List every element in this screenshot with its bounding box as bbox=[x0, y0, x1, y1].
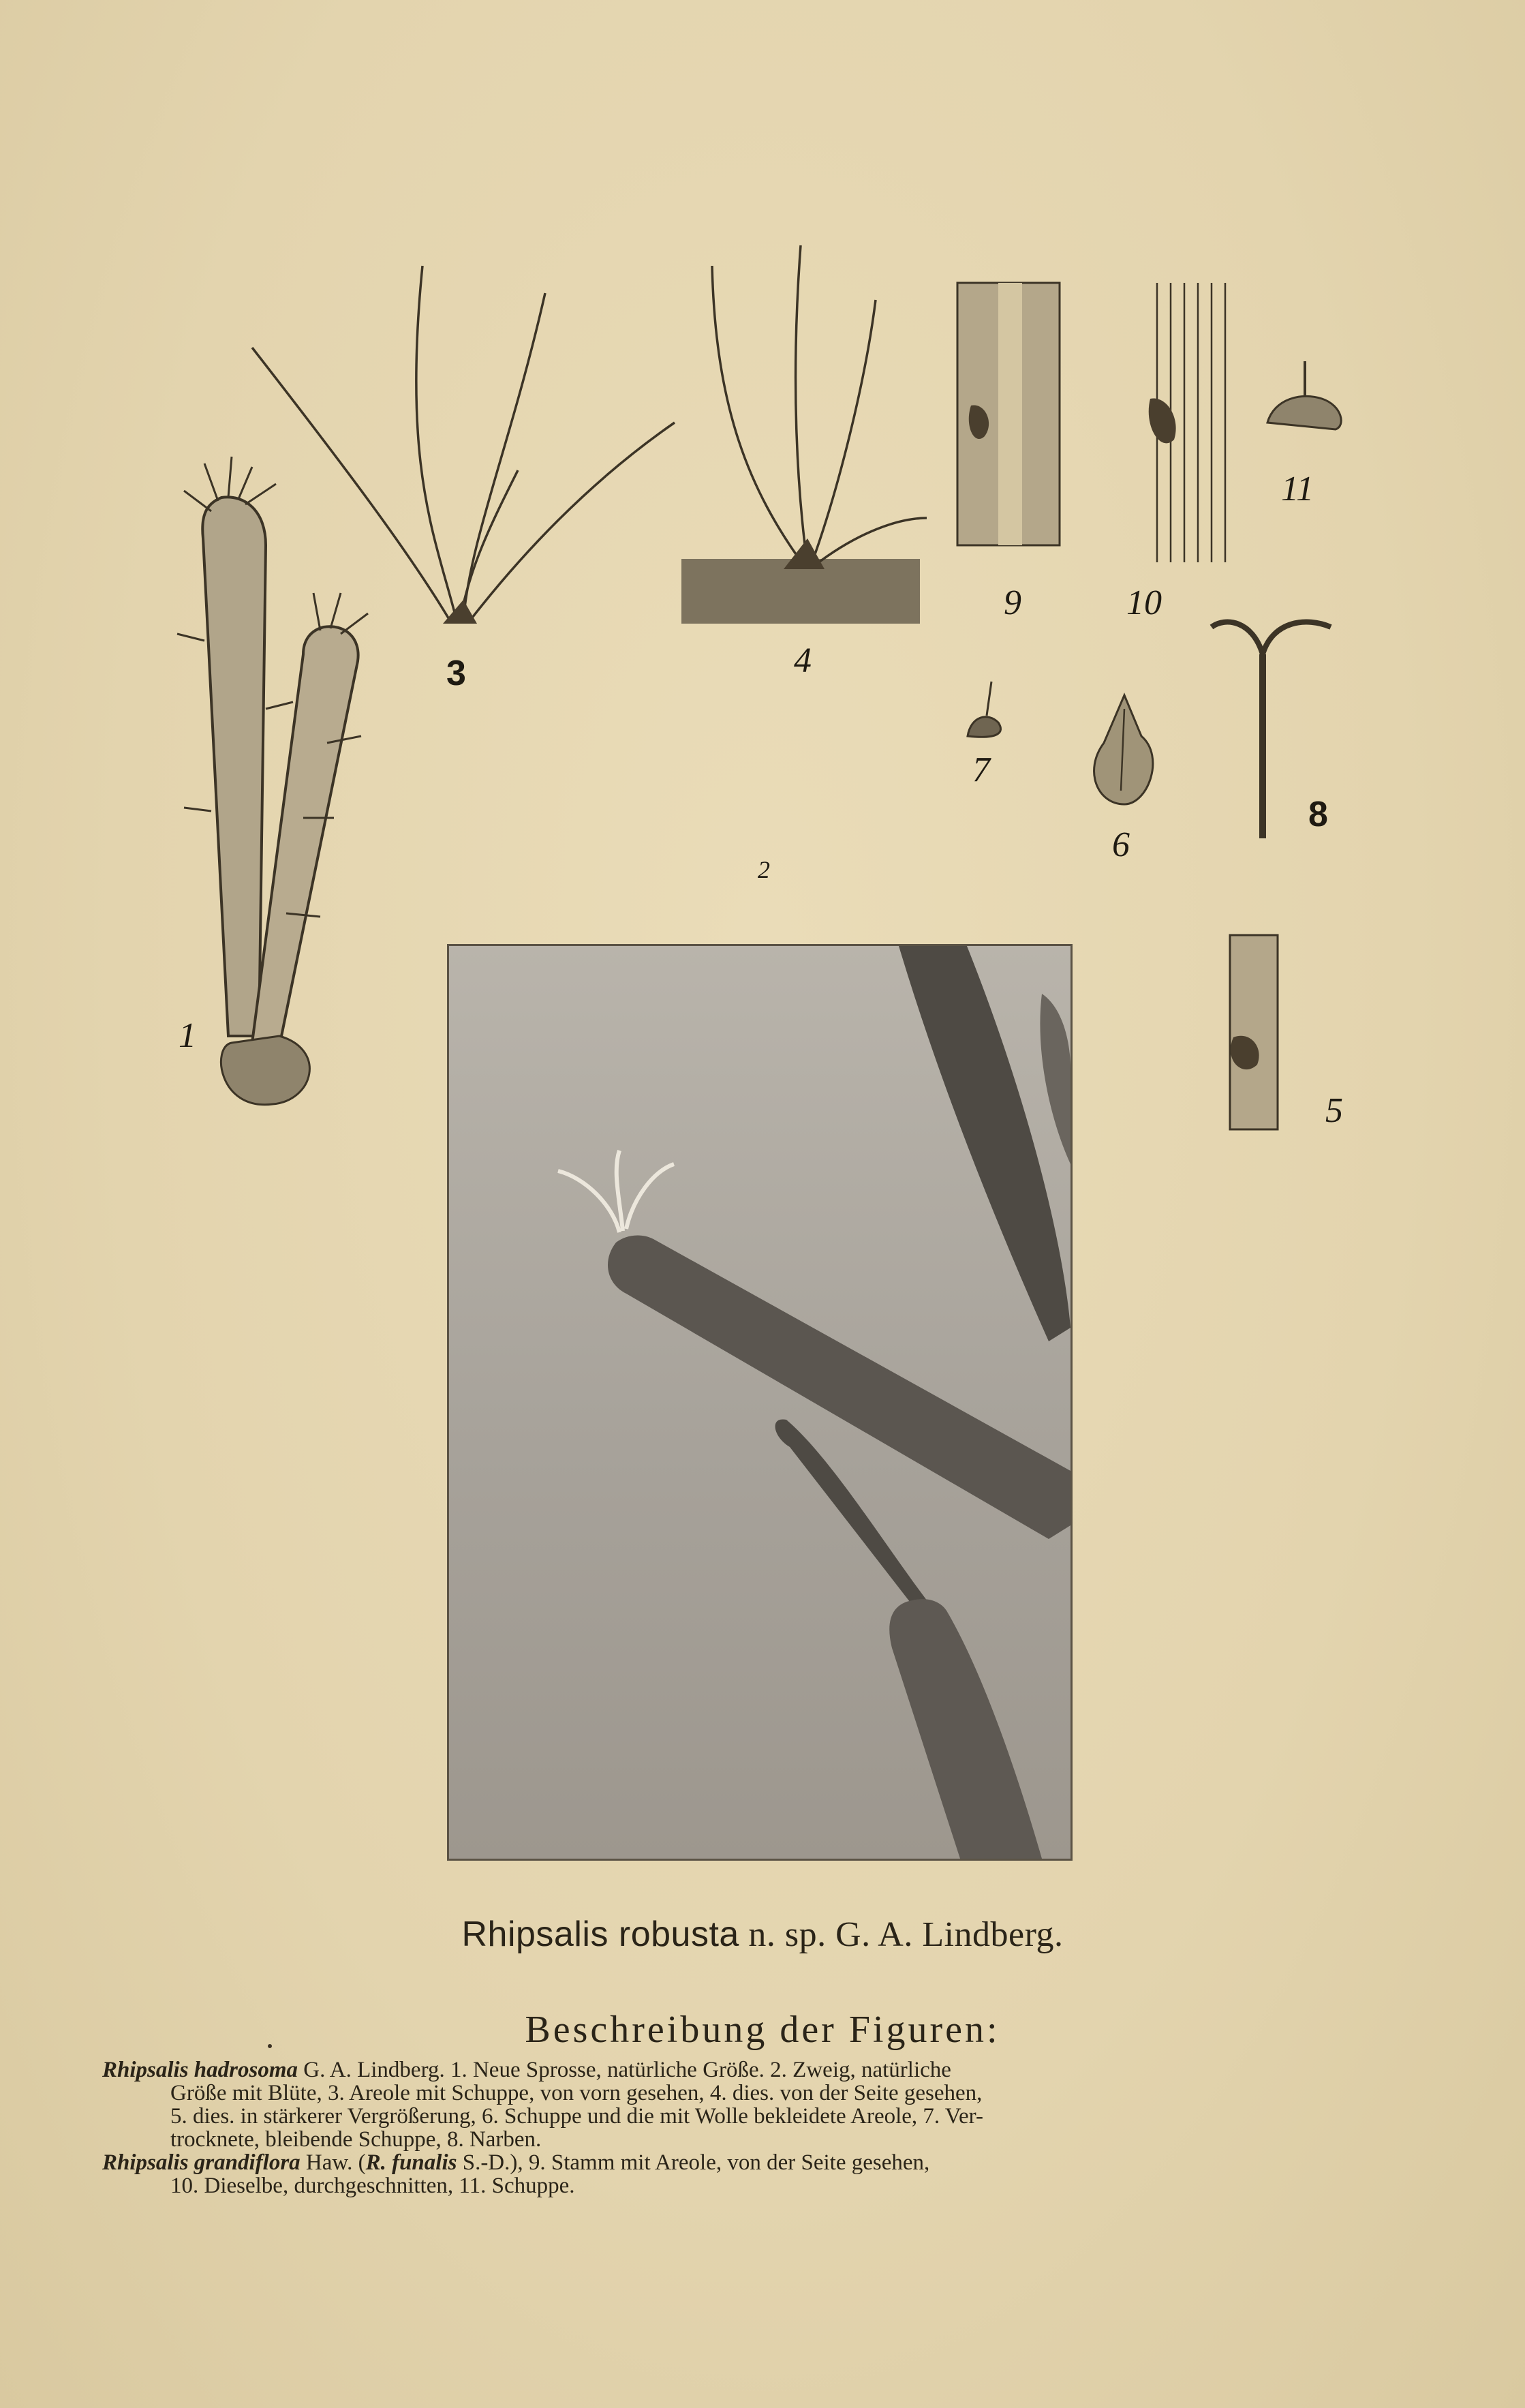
figure-8-label: 8 bbox=[1308, 795, 1328, 834]
figure-4-illustration bbox=[681, 245, 934, 627]
entry-2-line-2: 10. Dieselbe, durchgeschnitten, 11. Schuppe. bbox=[170, 2174, 575, 2198]
figure-2-label: 2 bbox=[758, 856, 770, 883]
entry-1-line-4: trocknete, bleibende Schuppe, 8. Narben. bbox=[170, 2127, 542, 2152]
species-grandiflora: Rhipsalis grandiflora bbox=[102, 2150, 301, 2175]
figure-9-label: 9 bbox=[1004, 583, 1021, 622]
figure-3-illustration bbox=[245, 266, 681, 634]
figure-10-label: 10 bbox=[1126, 583, 1162, 622]
entry-2-line-1: S.-D.), 9. Stamm mit Areole, von der Seite gesehen, bbox=[462, 2150, 930, 2175]
plate-title-species: Rhipsalis robusta bbox=[461, 1915, 739, 1954]
synonym-funalis: R. funalis bbox=[365, 2150, 457, 2175]
figure-11-label: 11 bbox=[1281, 470, 1314, 508]
entry-2-author: Haw. ( bbox=[305, 2150, 366, 2175]
entry-1-line-2: Größe mit Blüte, 3. Areole mit Schuppe, von vorn gesehen, 4. dies. von der Seite gesehen, bbox=[170, 2081, 983, 2105]
description-entry-2 bbox=[102, 2151, 1417, 2197]
plate-title bbox=[0, 1914, 1525, 1955]
branch-photograph bbox=[447, 944, 1073, 1861]
plate-title-author: n. sp. G. A. Lindberg. bbox=[748, 1915, 1064, 1954]
photo-branches bbox=[449, 946, 1070, 1859]
figure-4-label: 4 bbox=[794, 641, 812, 680]
figure-11-illustration bbox=[1261, 361, 1349, 436]
description-text bbox=[102, 2058, 1417, 2197]
entry-1-line-3: 5. dies. in stärkerer Vergrößerung, 6. Schuppe und die mit Wolle bekleidete Areole, 7. Ver- bbox=[170, 2104, 983, 2129]
figure-1-label: 1 bbox=[179, 1016, 196, 1055]
figure-10-illustration bbox=[1147, 283, 1235, 562]
figure-6-illustration bbox=[1083, 695, 1165, 804]
entry-1-line-1: G. A. Lindberg. 1. Neue Sprosse, natürliche Größe. 2. Zweig, natürliche bbox=[303, 2058, 951, 2082]
figure-7-illustration bbox=[961, 682, 1008, 743]
figure-5-label: 5 bbox=[1325, 1091, 1343, 1130]
figure-9-illustration bbox=[957, 283, 1066, 545]
figure-6-label: 6 bbox=[1112, 825, 1130, 864]
figure-3-label: 3 bbox=[446, 654, 466, 693]
species-hadrosoma: Rhipsalis hadrosoma bbox=[102, 2058, 298, 2082]
description-heading: Beschreibung der Figuren: bbox=[525, 2009, 1000, 2051]
figure-5-illustration bbox=[1230, 935, 1284, 1129]
description-entry-1 bbox=[102, 2058, 1417, 2151]
figure-7-label: 7 bbox=[972, 750, 990, 789]
